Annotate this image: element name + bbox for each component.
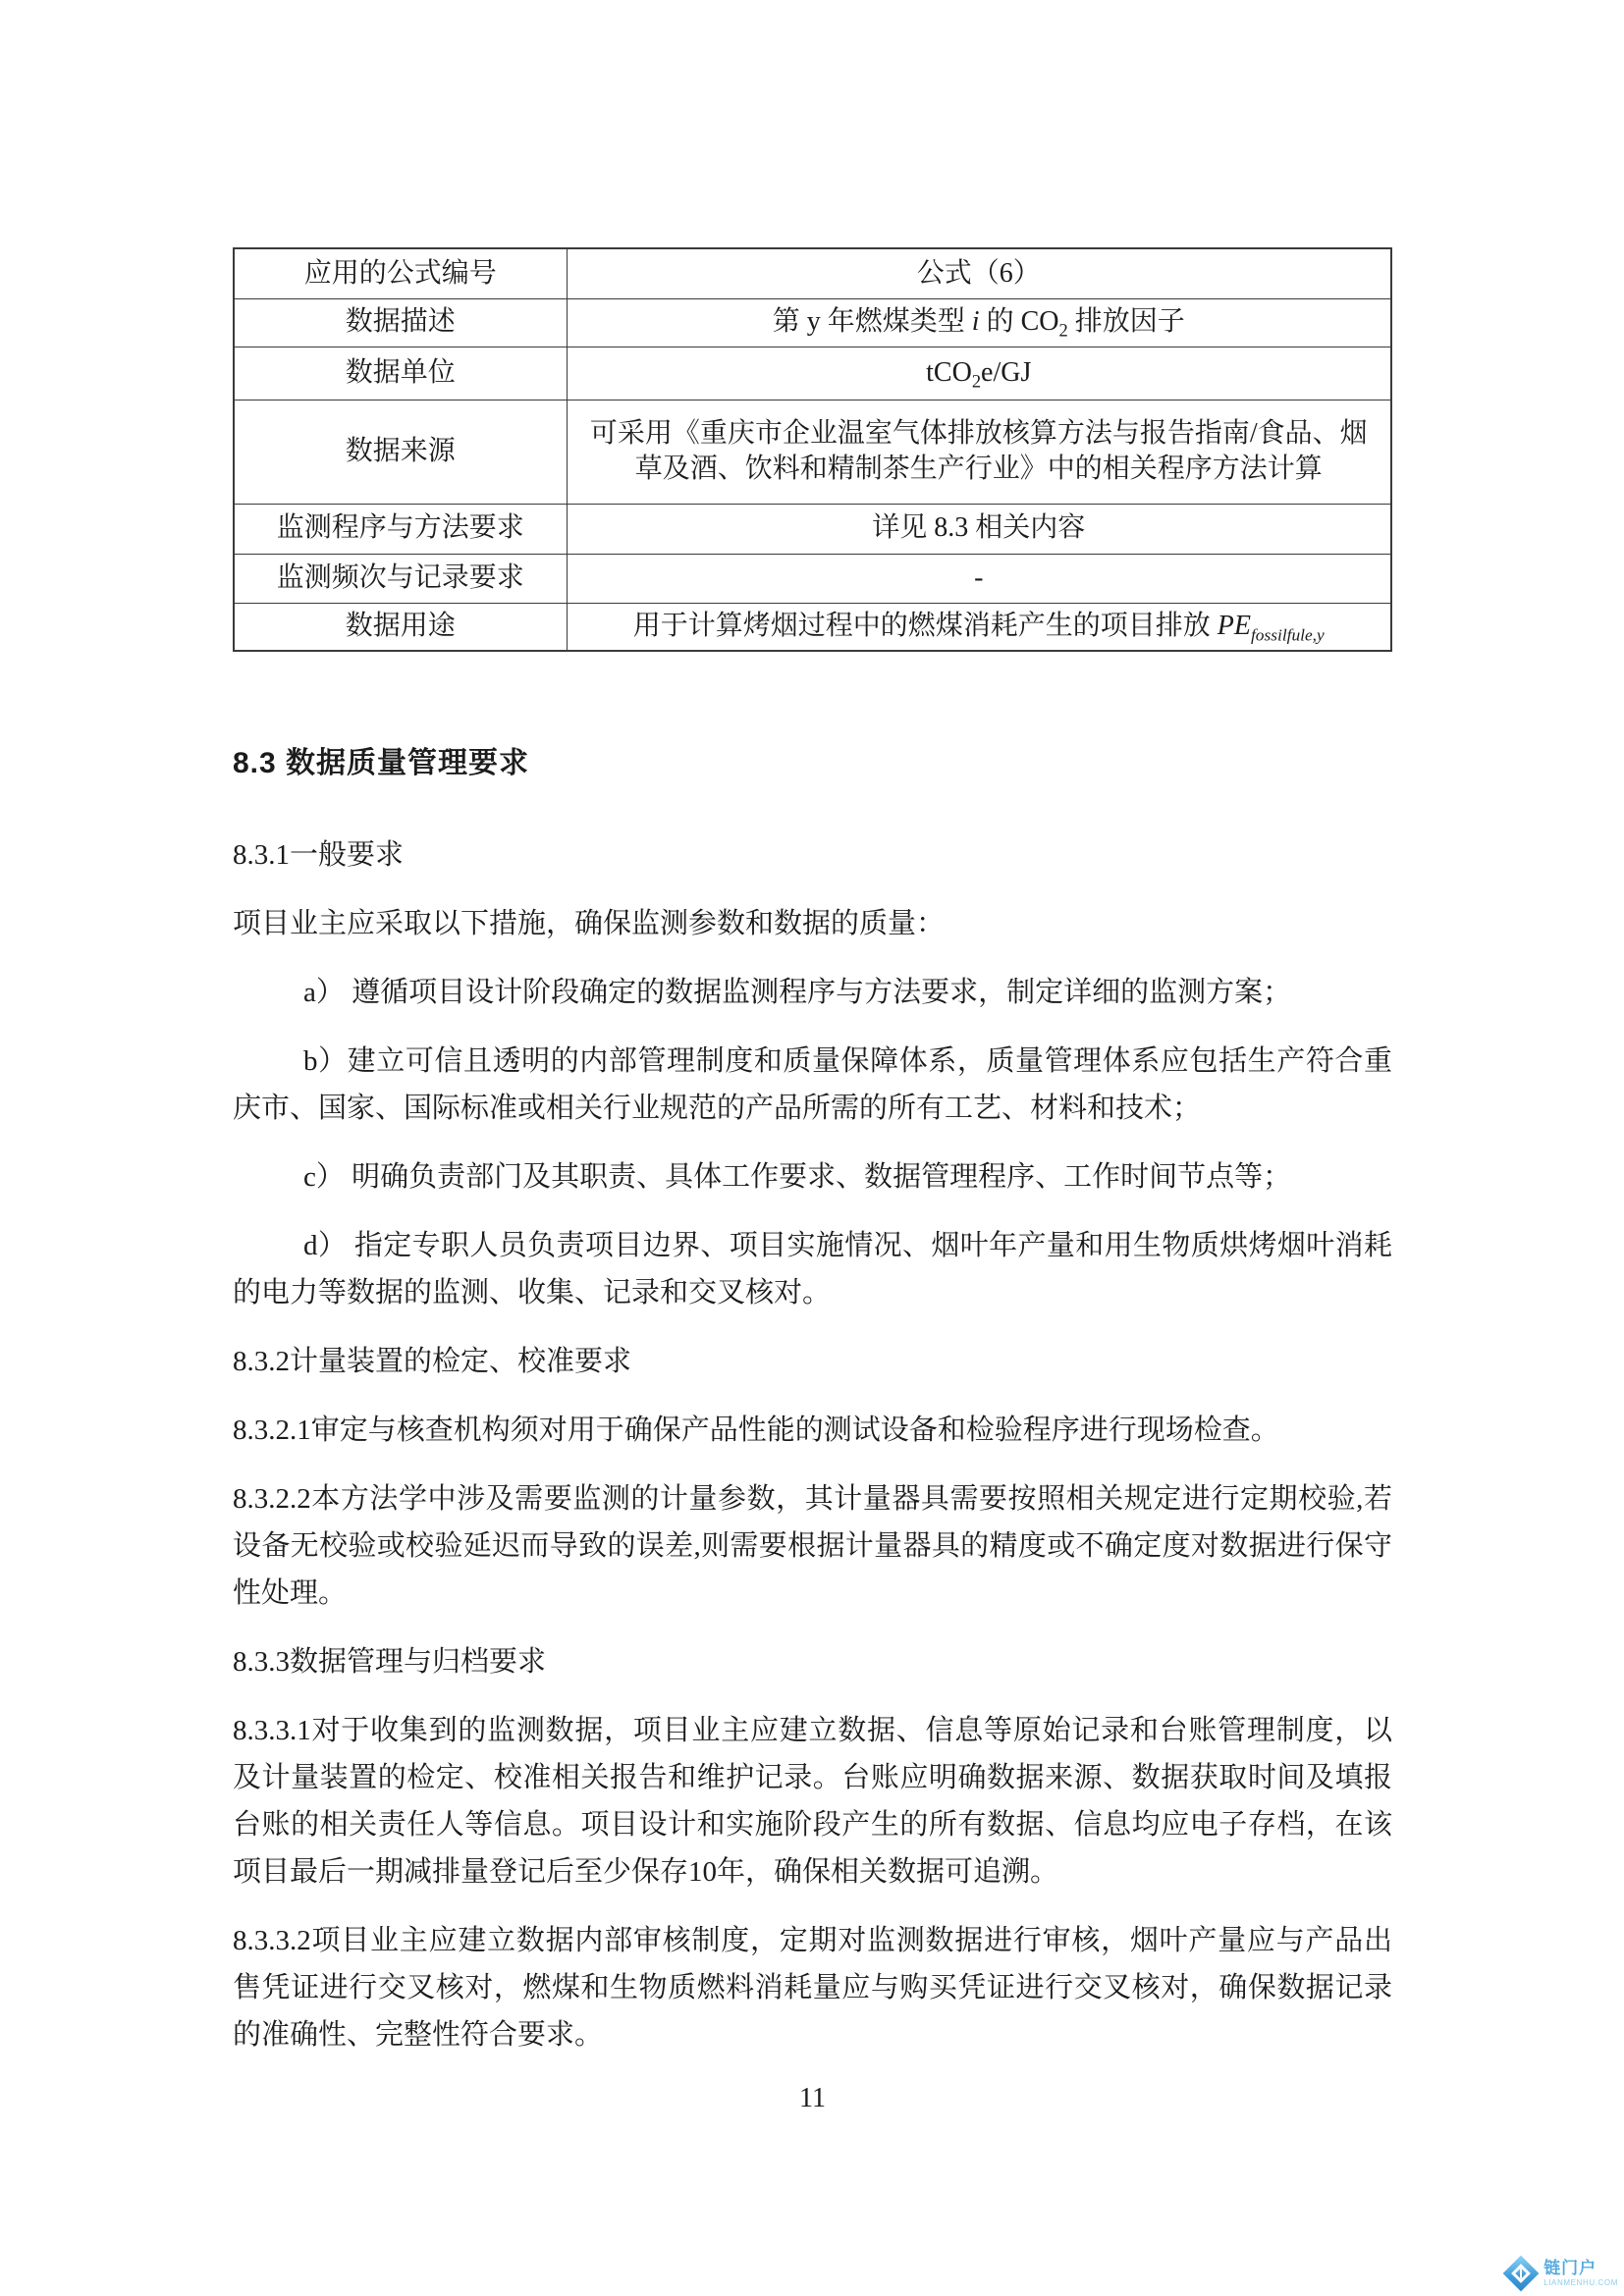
table-row [234, 347, 1391, 400]
watermark-brand-name: 链门户 [1543, 2259, 1597, 2277]
row-label-formula-number: 应用的公式编号 [234, 248, 567, 298]
paragraph-intro: 项目业主应采取以下措施，确保监测参数和数据的质量： [233, 908, 946, 939]
row-value-monitoring-procedure: 详见 8.3 相关内容 [567, 504, 1391, 554]
co2-subscript: 2 [971, 371, 982, 392]
page-number: 11 [799, 2083, 826, 2113]
text-fragment: e/GJ [981, 356, 1032, 388]
lianmenhu-watermark [1504, 2257, 1618, 2290]
table-row [234, 298, 1391, 347]
list-item-a: a） 遵循项目设计阶段确定的数据监测程序与方法要求，制定详细的监测方案； [303, 977, 1292, 1008]
table-row [234, 400, 1391, 504]
paragraph-8-3-3-1: 8.3.3.1对于收集到的监测数据，项目业主应建立数据、信息等原始记录和台账管理制度，以及计量装置的检定、校准相关报告和维护记录。台账应明确数据来源、数据获取时间及填报台账的相关责任人等信息。项目设计和实施阶段产生的所有数据、信息均应电子存档，在该项目最后一期减排量登记后至少保存10年，确保相关数据可追溯。 [233, 1715, 1392, 1888]
row-label-data-description: 数据描述 [234, 298, 567, 347]
list-item-b: b）建立可信且透明的内部管理制度和质量保障体系，质量管理体系应包括生产符合重庆市、国家、国际标准或相关行业规范的产品所需的所有工艺、材料和技术； [233, 1045, 1392, 1124]
row-label-data-unit: 数据单位 [234, 347, 567, 400]
variable-PE: PE [1217, 611, 1251, 642]
row-value-formula-number: 公式（6） [567, 248, 1391, 298]
text-fragment: 第 y 年燃煤类型 [772, 306, 972, 338]
paragraph-8-3-2-1: 8.3.2.1审定与核查机构须对用于确保产品性能的测试设备和检验程序进行现场检查。 [233, 1415, 1279, 1446]
subsection-heading-8-3-2: 8.3.2计量装置的检定、校准要求 [233, 1346, 632, 1377]
text-fragment: 用于计算烤烟过程中的燃煤消耗产生的项目排放 [632, 611, 1218, 642]
text-fragment: tCO [926, 356, 972, 388]
text-fragment: 排放因子 [1067, 306, 1185, 338]
parameter-monitoring-table [233, 247, 1392, 652]
row-label-monitoring-procedure: 监测程序与方法要求 [234, 504, 567, 554]
table-row [234, 554, 1391, 603]
list-item-d: d） 指定专职人员负责项目边界、项目实施情况、烟叶年产量和用生物质烘烤烟叶消耗的电力等数据的监测、收集、记录和交叉核对。 [233, 1230, 1392, 1308]
table-row [234, 603, 1391, 651]
section-heading-8-3: 8.3 数据质量管理要求 [233, 747, 530, 779]
watermark-domain-text: LIANMENHU.COM [1543, 2278, 1618, 2287]
paragraph-8-3-2-2: 8.3.2.2本方法学中涉及需要监测的计量参数，其计量器具需要按照相关规定进行定期校验,若设备无校验或校验延迟而导致的误差,则需要根据计量器具的精度或不确定度对数据进行保守性处理。 [233, 1483, 1392, 1609]
row-label-monitoring-frequency: 监测频次与记录要求 [234, 554, 567, 603]
row-value-data-unit [567, 347, 1391, 400]
row-value-data-purpose [567, 603, 1391, 651]
list-item-c: c） 明确负责部门及其职责、具体工作要求、数据管理程序、工作时间节点等； [303, 1161, 1292, 1193]
table-row [234, 248, 1391, 298]
row-value-data-source: 可采用《重庆市企业温室气体排放核算方法与报告指南/食品、烟草及酒、饮料和精制茶生产行业》中的相关程序方法计算 [567, 400, 1391, 504]
lianmenhu-logo-icon [1504, 2257, 1538, 2290]
variable-i: i [971, 306, 980, 338]
watermark-text [1543, 2260, 1618, 2287]
row-label-data-purpose: 数据用途 [234, 603, 567, 651]
table-row [234, 504, 1391, 554]
logo-slash [1520, 2269, 1522, 2278]
pe-subscript: fossilfule,y [1250, 625, 1325, 645]
subsection-heading-8-3-3: 8.3.3数据管理与归档要求 [233, 1646, 547, 1678]
row-value-monitoring-frequency: - [567, 554, 1391, 603]
row-value-data-description [567, 298, 1391, 347]
row-label-data-source: 数据来源 [234, 400, 567, 504]
co2-subscript: 2 [1058, 320, 1068, 341]
document-body [233, 247, 1392, 2080]
text-fragment: 的 CO [979, 306, 1059, 338]
paragraph-8-3-3-2: 8.3.3.2项目业主应建立数据内部审核制度，定期对监测数据进行审核，烟叶产量应与产品出售凭证进行交叉核对，燃煤和生物质燃料消耗量应与购买凭证进行交叉核对，确保数据记录的准确性、完整性符合要求。 [233, 1925, 1392, 2051]
subsection-heading-8-3-1: 8.3.1一般要求 [233, 839, 405, 871]
